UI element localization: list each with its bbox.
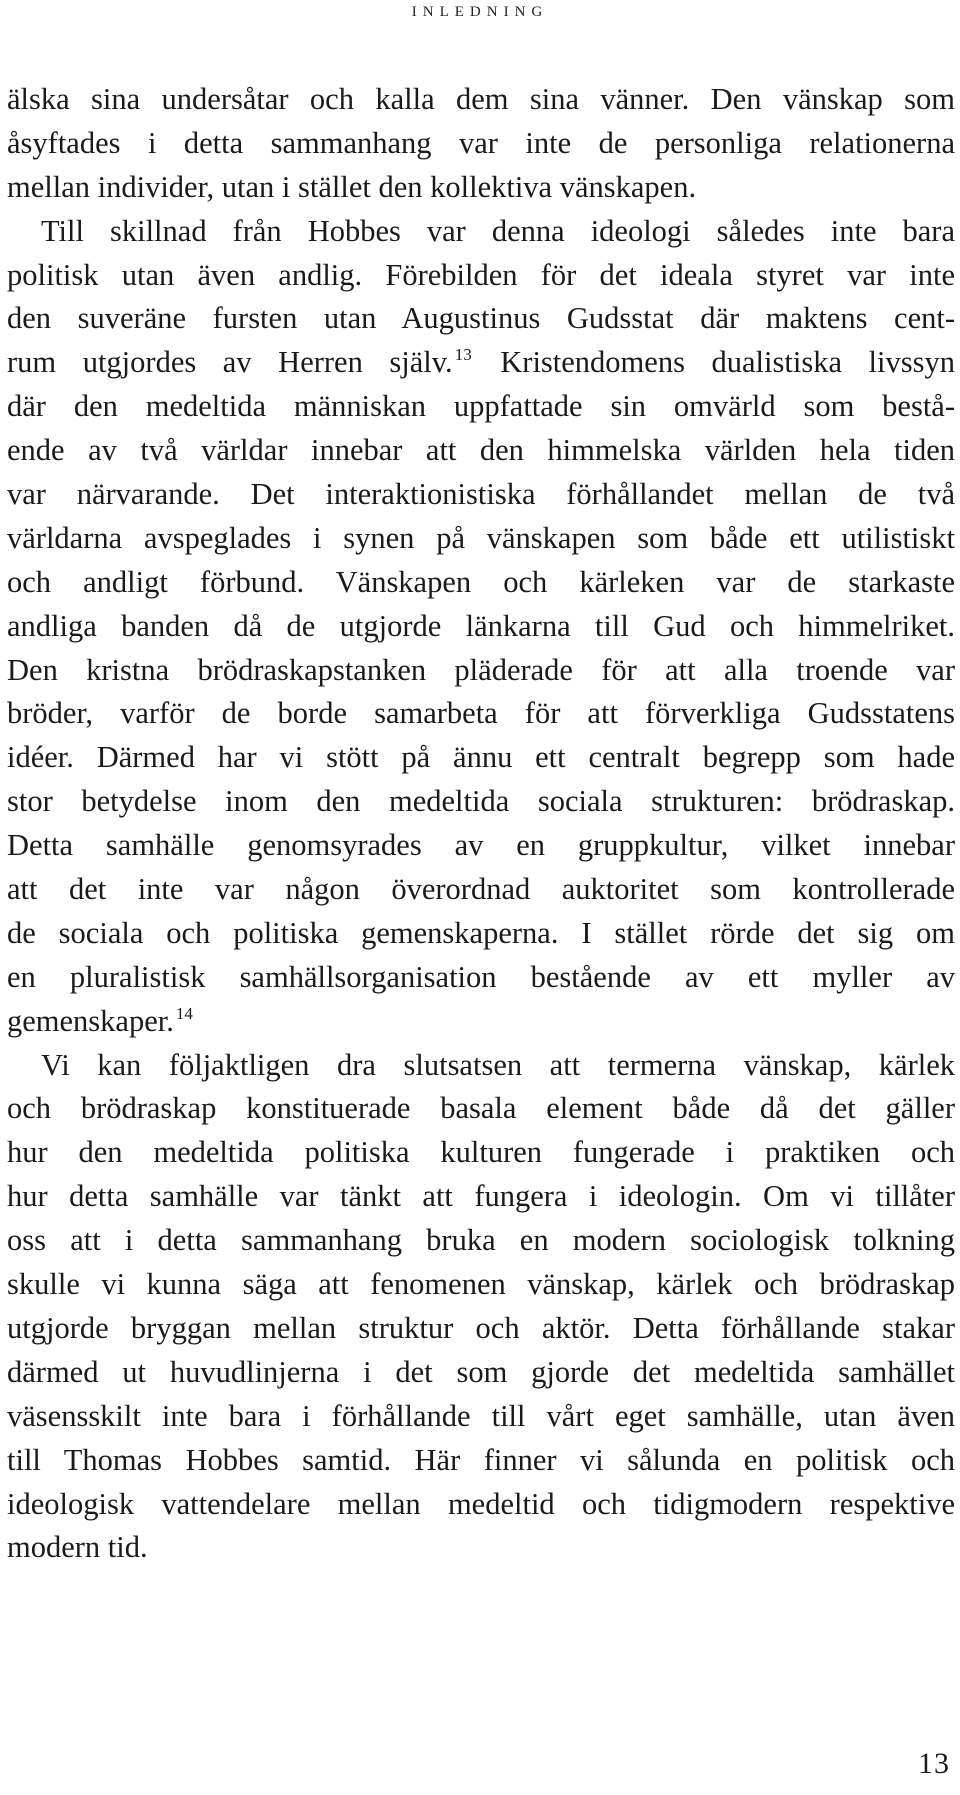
text-line: och andligt förbund. Vänskapen och kärleken var de starkaste — [7, 564, 955, 599]
text-line: ende av två världar innebar att den himmelska världen hela tiden — [7, 433, 955, 468]
text-line: att det inte var någon överordnad auktoritet som kontrollerade — [7, 872, 955, 907]
text-line: och brödraskap konstituerade basala element både då det gäller — [7, 1091, 955, 1126]
text-segment: Kristendomens dualistiska livssyn — [473, 345, 955, 380]
text-line — [7, 1000, 955, 1044]
text-line: de sociala och politiska gemenskaperna. I stället rörde det sig om — [7, 915, 955, 950]
text-line — [7, 341, 955, 385]
text-line: modern tid. — [7, 1530, 148, 1565]
footnote-marker: 14 — [175, 1003, 193, 1023]
text-line: åsyftades i detta sammanhang var inte de personliga relationerna — [7, 125, 955, 160]
text-segment: rum utgjordes av Herren själv. — [7, 345, 453, 380]
text-line: världarna avspeglades i synen på vänskapen som både ett utilistiskt — [7, 520, 955, 555]
text-line: idéer. Därmed har vi stött på ännu ett centralt begrepp som hade — [7, 740, 955, 775]
text-line: Den kristna brödraskapstanken pläderade för att alla troende var — [7, 652, 955, 687]
text-line: Vi kan följaktligen dra slutsatsen att termerna vänskap, kärlek — [41, 1047, 955, 1082]
text-segment: gemenskaper. — [7, 1003, 174, 1038]
text-line: hur den medeltida politiska kulturen fungerade i praktiken och — [7, 1135, 955, 1170]
text-line: älska sina undersåtar och kalla dem sina vänner. Den vänskap som — [7, 82, 955, 116]
text-line: stor betydelse inom den medeltida sociala strukturen: brödraskap. — [7, 784, 955, 819]
text-line: utgjorde bryggan mellan struktur och aktör. Detta förhållande stakar — [7, 1310, 955, 1345]
text-line: bröder, varför de borde samarbeta för att förverkliga Gudsstatens — [7, 696, 955, 731]
text-line: skulle vi kunna säga att fenomenen vänskap, kärlek och brödraskap — [7, 1267, 955, 1302]
text-line: ideologisk vattendelare mellan medeltid och tidigmodern respektive — [7, 1486, 955, 1521]
text-line: väsensskilt inte bara i förhållande till vårt eget samhälle, utan även — [7, 1398, 955, 1433]
text-line: hur detta samhälle var tänkt att fungera i ideologin. Om vi tillåter — [7, 1179, 955, 1214]
text-line: mellan individer, utan i stället den kollektiva vänskapen. — [7, 169, 697, 204]
footnote-marker: 13 — [454, 345, 472, 365]
text-line: en pluralistisk samhällsorganisation bestående av ett myller av — [7, 959, 955, 994]
running-head: inledning — [411, 0, 549, 21]
text-line: var närvarande. Det interaktionistiska förhållandet mellan de två — [7, 477, 955, 512]
text-line: därmed ut huvudlinjerna i det som gjorde det medeltida samhället — [7, 1354, 955, 1389]
text-line: där den medeltida människan uppfattade sin omvärld som bestå- — [7, 389, 955, 424]
text-line: Detta samhälle genomsyrades av en gruppkultur, vilket innebar — [7, 828, 955, 863]
text-line: politisk utan även andlig. Förebilden för det ideala styret var inte — [7, 257, 955, 292]
text-line: den suveräne fursten utan Augustinus Gudsstat där maktens cent- — [7, 301, 955, 336]
text-line: Till skillnad från Hobbes var denna ideologi således inte bara — [41, 213, 955, 248]
text-line: andliga banden då de utgjorde länkarna till Gud och himmelriket. — [7, 608, 955, 643]
text-line: oss att i detta sammanhang bruka en modern sociologisk tolkning — [7, 1223, 955, 1258]
page-number: 13 — [918, 1747, 950, 1780]
body-text — [7, 78, 955, 1570]
text-line: till Thomas Hobbes samtid. Här finner vi sålunda en politisk och — [7, 1442, 955, 1477]
